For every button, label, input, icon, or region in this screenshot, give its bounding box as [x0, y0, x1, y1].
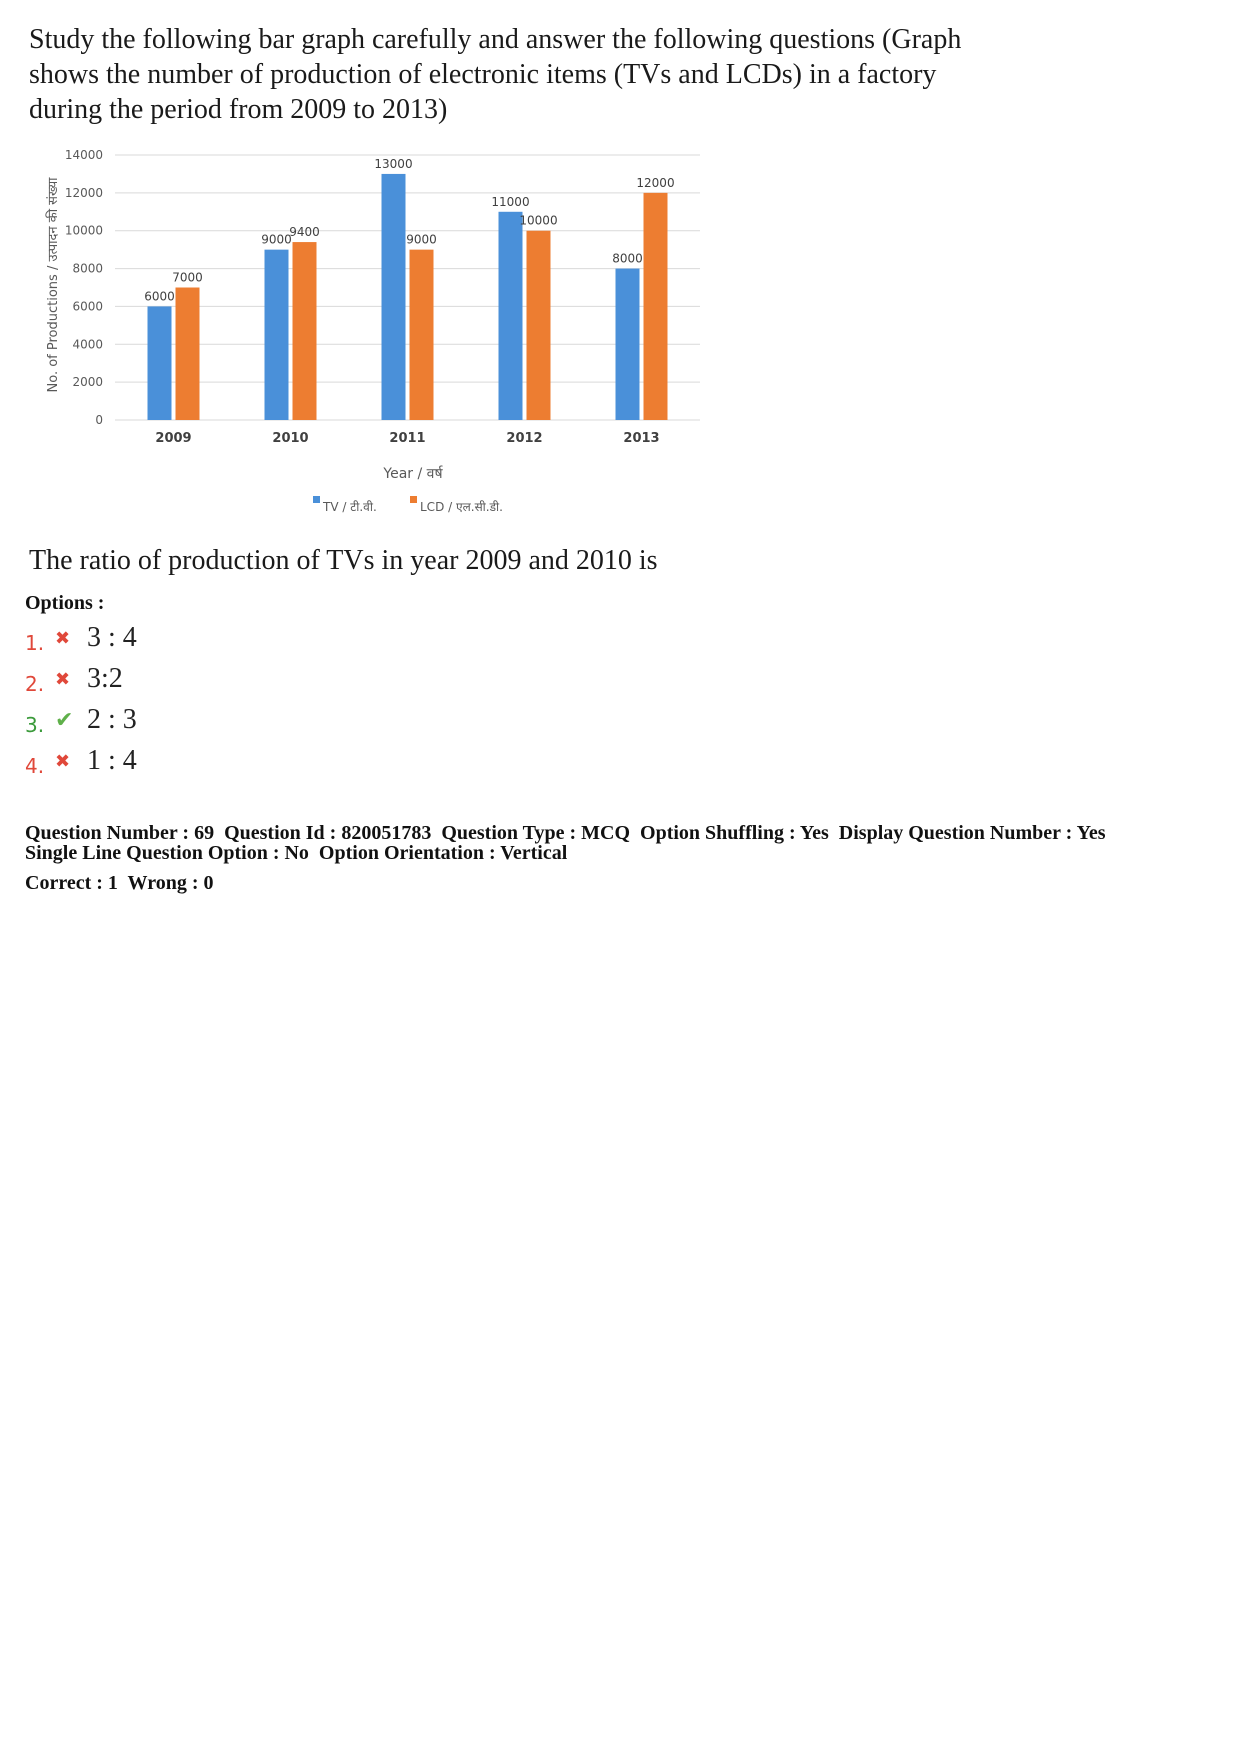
- y-axis-label: No. of Productions / उत्पादन की संख्या: [46, 177, 61, 393]
- cross-icon: ✖: [55, 627, 71, 649]
- y-tick-label: 4000: [72, 337, 103, 352]
- legend-lcd-label: LCD / एल.सी.डी.: [420, 500, 503, 514]
- option-text: 1 : 4: [87, 745, 137, 776]
- lcd-bar: [644, 193, 668, 420]
- x-tick-label: 2010: [272, 431, 309, 446]
- x-tick-label: 2013: [623, 431, 660, 446]
- tv-bar: [382, 174, 406, 420]
- tv-data-label: 8000: [612, 251, 643, 266]
- lcd-data-label: 10000: [519, 213, 558, 228]
- lcd-bar: [410, 250, 434, 420]
- x-tick-label: 2009: [155, 431, 192, 446]
- option-2[interactable]: [25, 662, 123, 696]
- intro-line: Study the following bar graph carefully and answer the following questions (Graph: [29, 24, 962, 55]
- option-number: 2.: [25, 672, 45, 696]
- option-text: 3:2: [87, 663, 123, 694]
- lcd-data-label: 7000: [172, 270, 203, 285]
- tv-data-label: 6000: [144, 289, 175, 304]
- lcd-data-label: 9400: [289, 225, 320, 240]
- option-number: 3.: [25, 713, 45, 737]
- x-tick-label: 2012: [506, 431, 543, 446]
- cross-icon: ✖: [55, 668, 71, 690]
- option-1[interactable]: [25, 621, 137, 655]
- question-meta-line-1: Question Number : 69 Question Id : 820051783 Question Type : MCQ Option Shuffling : Yes Display Question Number : Yes: [25, 822, 1106, 844]
- tv-bar: [148, 306, 172, 420]
- x-axis-label: Year / वर्ष: [383, 466, 443, 482]
- score-meta: Correct : 1 Wrong : 0: [25, 872, 214, 894]
- tv-data-label: 13000: [374, 156, 413, 171]
- question-text: The ratio of production of TVs in year 2009 and 2010 is: [29, 545, 658, 576]
- check-icon: ✔: [55, 707, 74, 733]
- bar-chart: [40, 140, 720, 524]
- option-number: 1.: [25, 631, 45, 655]
- legend-tv-label: TV / टी.वी.: [323, 500, 377, 514]
- tv-bar: [499, 212, 523, 420]
- tv-bar: [616, 269, 640, 420]
- intro-line: shows the number of production of electronic items (TVs and LCDs) in a factory: [29, 59, 937, 90]
- question-intro: [29, 22, 1039, 127]
- intro-line: during the period from 2009 to 2013): [29, 94, 448, 125]
- lcd-bar: [293, 242, 317, 420]
- y-tick-label: 12000: [64, 185, 103, 200]
- option-3[interactable]: [25, 703, 137, 737]
- question-meta-line-2: Single Line Question Option : No Option Orientation : Vertical: [25, 842, 568, 864]
- y-tick-label: 10000: [64, 223, 103, 238]
- tv-bar: [265, 250, 289, 420]
- lcd-data-label: 12000: [636, 175, 675, 190]
- option-text: 2 : 3: [87, 704, 137, 735]
- x-tick-label: 2011: [389, 431, 426, 446]
- cross-icon: ✖: [55, 750, 71, 772]
- lcd-data-label: 9000: [406, 232, 437, 247]
- y-tick-label: 8000: [72, 261, 103, 276]
- tv-data-label: 11000: [491, 194, 530, 209]
- y-tick-label: 2000: [72, 375, 103, 390]
- option-text: 3 : 4: [87, 622, 137, 653]
- lcd-bar: [527, 231, 551, 420]
- option-number: 4.: [25, 754, 45, 778]
- option-4[interactable]: [25, 744, 137, 778]
- tv-data-label: 9000: [261, 232, 292, 247]
- legend-lcd-swatch: [410, 496, 417, 503]
- lcd-bar: [176, 288, 200, 421]
- y-tick-label: 6000: [72, 299, 103, 314]
- y-tick-label: 14000: [64, 148, 103, 162]
- options-label: Options :: [25, 592, 105, 614]
- legend-tv-swatch: [313, 496, 320, 503]
- y-tick-label: 0: [95, 413, 103, 427]
- bar-chart-svg: [40, 140, 720, 520]
